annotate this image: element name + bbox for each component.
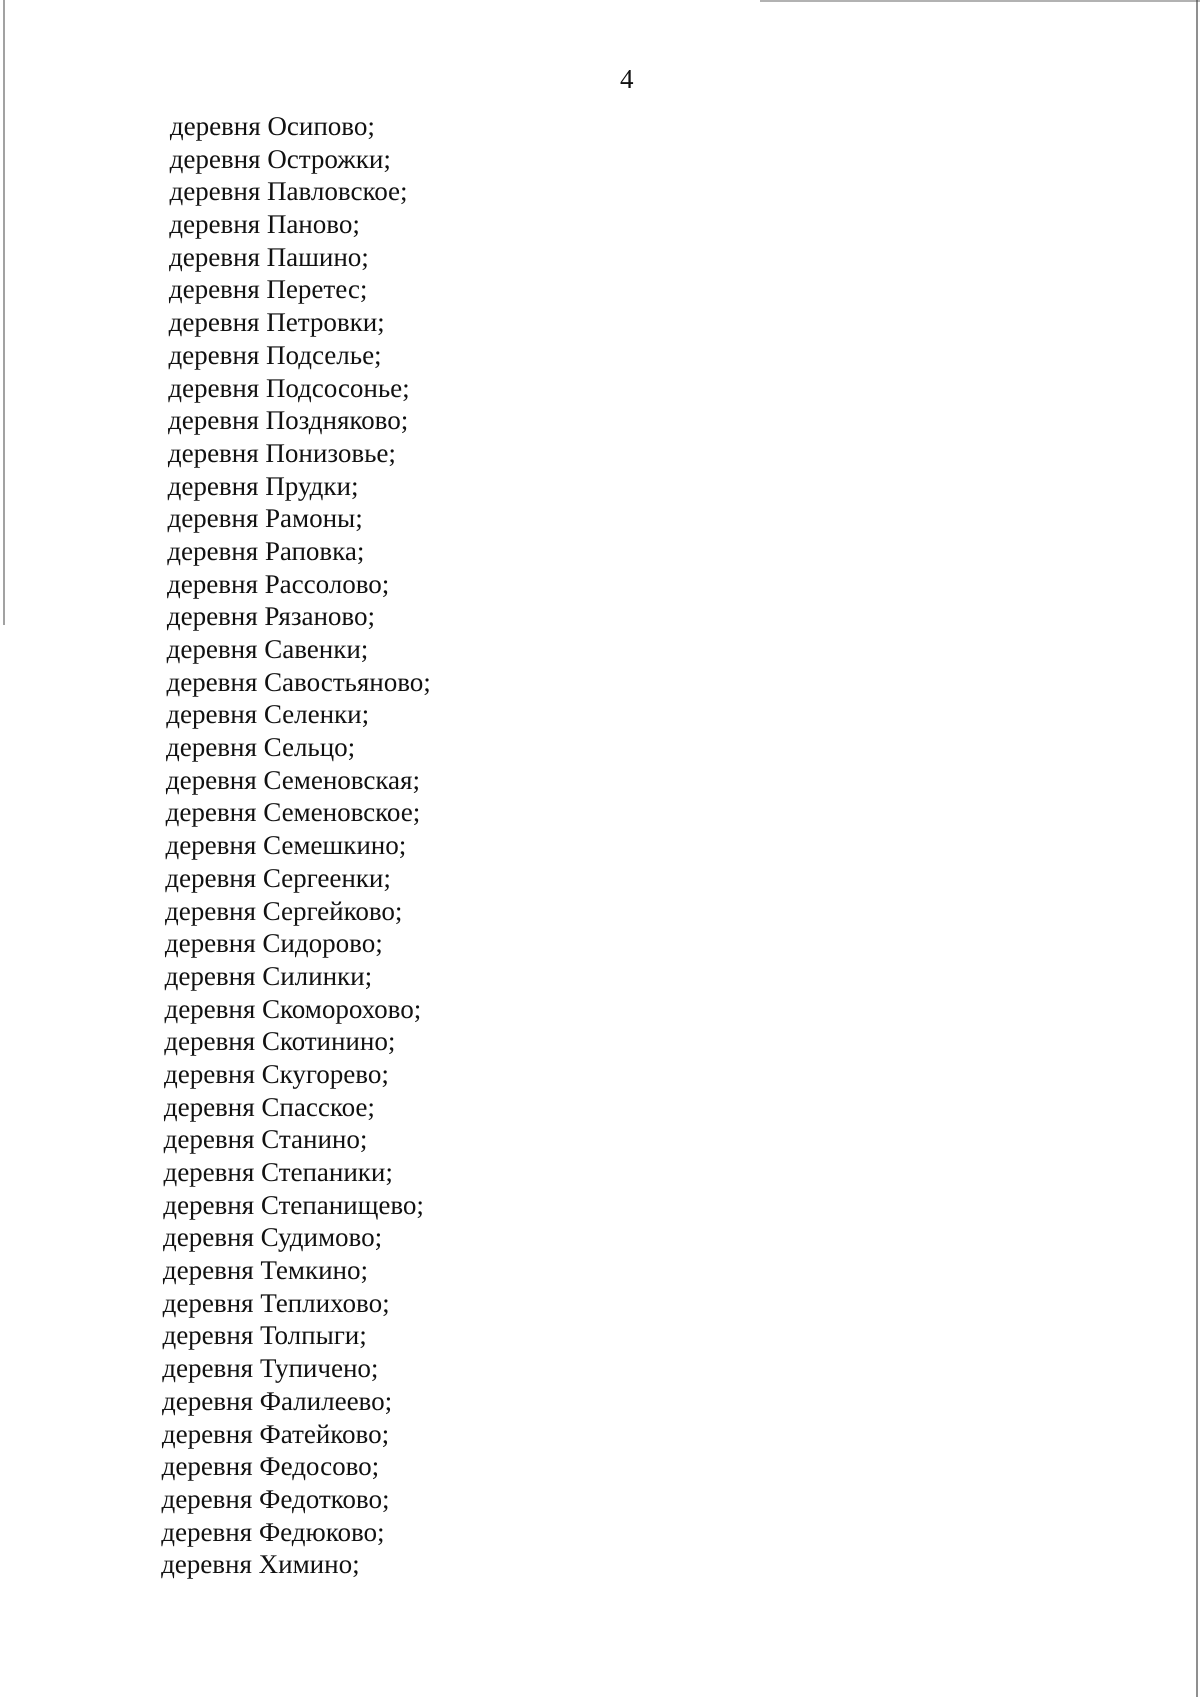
list-item: деревня Сергейково; bbox=[165, 895, 403, 926]
list-item: деревня Семеновское; bbox=[165, 797, 421, 828]
list-item: деревня Рамоны; bbox=[167, 503, 363, 534]
list-item: деревня Подселье; bbox=[168, 339, 382, 370]
list-item: деревня Скугорево; bbox=[164, 1058, 389, 1089]
list-item: деревня Понизовье; bbox=[167, 437, 397, 468]
list-item: деревня Петровки; bbox=[168, 307, 385, 338]
list-item: деревня Силинки; bbox=[164, 960, 373, 991]
list-item: деревня Фатейково; bbox=[161, 1418, 390, 1449]
list-item: деревня Павловское; bbox=[169, 176, 408, 207]
list-item: деревня Сельцо; bbox=[166, 732, 356, 763]
page-number: 4 bbox=[620, 64, 634, 94]
list-item: деревня Темкино; bbox=[162, 1255, 369, 1286]
list-item: деревня Осипово; bbox=[169, 111, 376, 141]
list-item: деревня Рязаново; bbox=[166, 601, 376, 632]
list-item: деревня Поздняково; bbox=[168, 405, 409, 436]
list-item: деревня Федотково; bbox=[161, 1483, 390, 1514]
list-item: деревня Скоморохово; bbox=[164, 993, 422, 1024]
list-item: деревня Степаники; bbox=[163, 1157, 394, 1187]
scan-edge-right bbox=[1196, 0, 1198, 1697]
list-item: деревня Фалилеево; bbox=[162, 1385, 393, 1416]
list-item: деревня Теплихово; bbox=[162, 1287, 390, 1318]
list-item: деревня Химино; bbox=[161, 1549, 360, 1580]
list-item: деревня Толпыги; bbox=[162, 1320, 367, 1351]
list-item: деревня Паново; bbox=[169, 209, 360, 240]
list-item: деревня Семеновская; bbox=[165, 764, 421, 795]
list-item: деревня Сидорово; bbox=[164, 928, 383, 959]
list-item: деревня Прудки; bbox=[167, 470, 359, 501]
list-item: деревня Судимово; bbox=[163, 1222, 383, 1253]
list-item: деревня Тупичено; bbox=[162, 1353, 379, 1384]
list-item: деревня Подсосонье; bbox=[168, 372, 410, 403]
list-item: деревня Раповка; bbox=[167, 535, 365, 566]
list-item: деревня Семешкино; bbox=[165, 830, 407, 861]
list-item: деревня Сергеенки; bbox=[165, 862, 392, 893]
list-item: деревня Станино; bbox=[163, 1124, 368, 1155]
village-list bbox=[161, 110, 434, 1581]
list-item: деревня Острожки; bbox=[169, 143, 392, 174]
scan-edge-left bbox=[3, 0, 5, 625]
list-item: деревня Савостьяново; bbox=[166, 666, 431, 697]
scan-edge-top bbox=[760, 0, 1200, 2]
list-item: деревня Федосово; bbox=[161, 1451, 380, 1482]
list-item: деревня Степанищево; bbox=[163, 1189, 425, 1220]
list-item: деревня Пашино; bbox=[169, 241, 369, 272]
list-item: деревня Скотинино; bbox=[164, 1026, 396, 1057]
list-item: деревня Спасское; bbox=[163, 1091, 376, 1122]
list-item: деревня Савенки; bbox=[166, 634, 369, 664]
list-item: деревня Федюково; bbox=[161, 1516, 385, 1547]
list-item: деревня Перетес; bbox=[168, 274, 368, 305]
list-item: деревня Рассолово; bbox=[167, 568, 390, 599]
list-item: деревня Селенки; bbox=[166, 699, 370, 730]
